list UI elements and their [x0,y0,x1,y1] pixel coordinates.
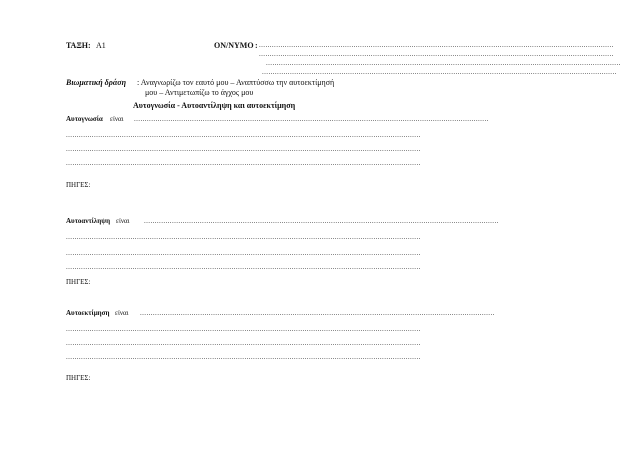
answer-line: ..................................................................................................................................................................... [66,339,421,347]
experiential-label: Βιωματική δράση [66,78,126,87]
answer-line: ..................................................................................................................................................................... [66,159,421,167]
sources-label-1: ΠΗΓΕΣ: [66,181,91,189]
answer-line: ..................................................................................................................................................................... [140,309,495,317]
section-suffix-2: είναι [116,217,130,225]
name-label: ΟΝ/ΝΥΜΟ [214,41,254,50]
experiential-line-2: μου – Αντιμετωπίζω το άγχος μου [145,88,254,97]
name-dots-4: ..................................................................................................................................................................... [262,68,617,76]
answer-line: ..................................................................................................................................................................... [66,249,421,257]
answer-line: ..................................................................................................................................................................... [144,217,499,225]
class-label: ΤΑΞΗ: [66,41,91,50]
name-dots-1: ..................................................................................................................................................................... [259,41,614,49]
answer-line: ..................................................................................................................................................................... [66,233,421,241]
section-term-3: Αυτοεκτίμηση [66,309,110,317]
experiential-line-1: : Αναγνωρίζω τον εαυτό μου – Αναπτύσσω την αυτοεκτίμησή [137,78,335,87]
worksheet-subtitle: Αυτογνωσία - Αυτοαντίληψη και αυτοεκτίμηση [133,101,296,110]
answer-line: ..................................................................................................................................................................... [66,263,421,271]
sources-label-2: ΠΗΓΕΣ: [66,278,91,286]
name-colon: : [255,41,258,50]
section-term-2: Αυτοαντίληψη [66,217,111,225]
name-dots-2: ..................................................................................................................................................................... [259,50,614,58]
name-dots-3: ..................................................................................................................................................................... [266,59,621,67]
section-suffix-1: είναι [110,115,124,123]
class-value: Α1 [96,41,106,50]
section-suffix-3: είναι [115,309,129,317]
answer-line: ..................................................................................................................................................................... [66,353,421,361]
sources-label-3: ΠΗΓΕΣ: [66,374,91,382]
answer-line: ..................................................................................................................................................................... [134,115,489,123]
answer-line: ..................................................................................................................................................................... [66,131,421,139]
section-term-1: Αυτογνωσία [66,115,103,123]
answer-line: ..................................................................................................................................................................... [66,325,421,333]
answer-line: ..................................................................................................................................................................... [66,145,421,153]
